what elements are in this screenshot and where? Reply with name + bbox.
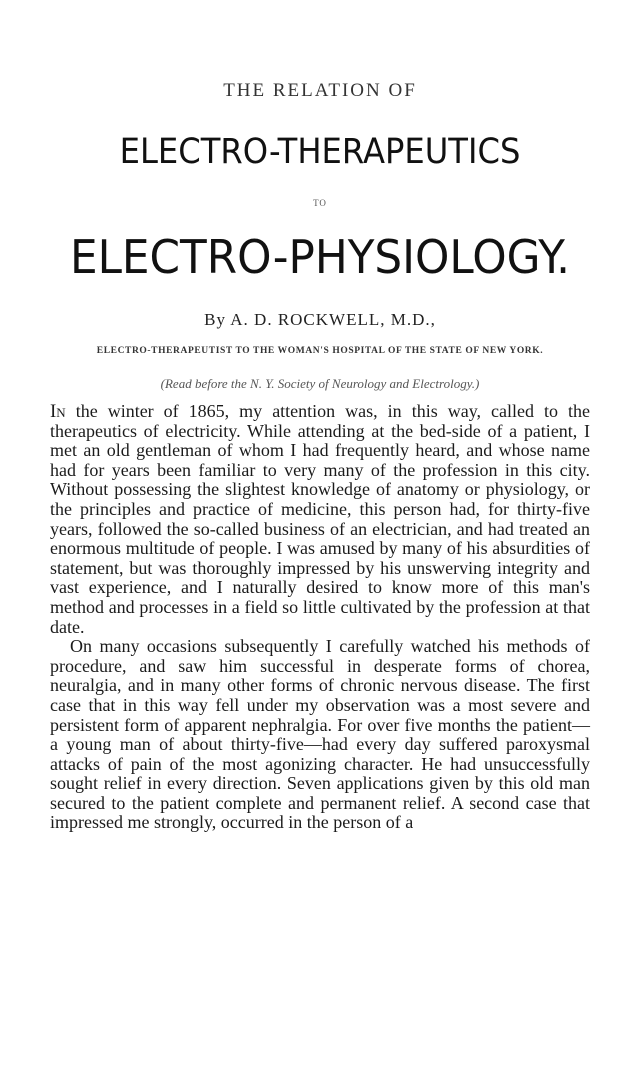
paragraph-1-lead: In (50, 401, 66, 422)
pre-title: THE RELATION OF (223, 80, 417, 101)
author-affiliation: ELECTRO-THERAPEUTIST TO THE WOMAN'S HOSPITAL OF THE STATE OF NEW YORK. (96, 346, 544, 356)
title-line-2: ELECTRO-PHYSIOLOGY. (69, 230, 571, 284)
title-line-1: ELECTRO-THERAPEUTICS (119, 132, 521, 172)
paragraph-1 (50, 402, 590, 637)
author-byline: By A. D. ROCKWELL, M.D., (204, 310, 436, 329)
paragraph-2: On many occasions subsequently I carefully watched his methods of procedure, and saw him successful in desperate forms of chorea, neuralgia, and in many other forms of chronic nervous disease. The first case that in this way fell under my observation was a most severe and persistent form of apparent nephralgia. For over five months the patient—a young man of about thirty-five—had every day suffered paroxysmal attacks of pain of the most agonizing character. He had unsuccessfully sought relief in every direction. Seven applications given by this old man secured to the patient complete and permanent relief. A second case that impressed me strongly, occurred in the person of a (50, 636, 590, 833)
title-connector: TO (313, 198, 327, 208)
read-before-note: (Read before the N. Y. Society of Neurology and Electrology.) (160, 376, 480, 391)
paragraph-1-text: the winter of 1865, my attention was, in this way, called to the therapeutics of electricity. While attending at the bed-side of a patient, I met an old gentleman of whom I had frequently heard, and whose name had for years been familiar to very many of the profession in this city. Without possessing the slightest knowledge of anatomy or physiology, or the principles and practice of medicine, this person had, for thirty-five years, followed the so-called business of an electrician, and had treated an enormous multitude of people. I was amused by many of his absurdities of statement, but was thoroughly impressed by his unswerving integrity and vast experience, and I naturally desired to know more of this man's method and processes in a field so little cultivated by the profession at that date. (50, 401, 590, 637)
body-text (50, 402, 590, 833)
